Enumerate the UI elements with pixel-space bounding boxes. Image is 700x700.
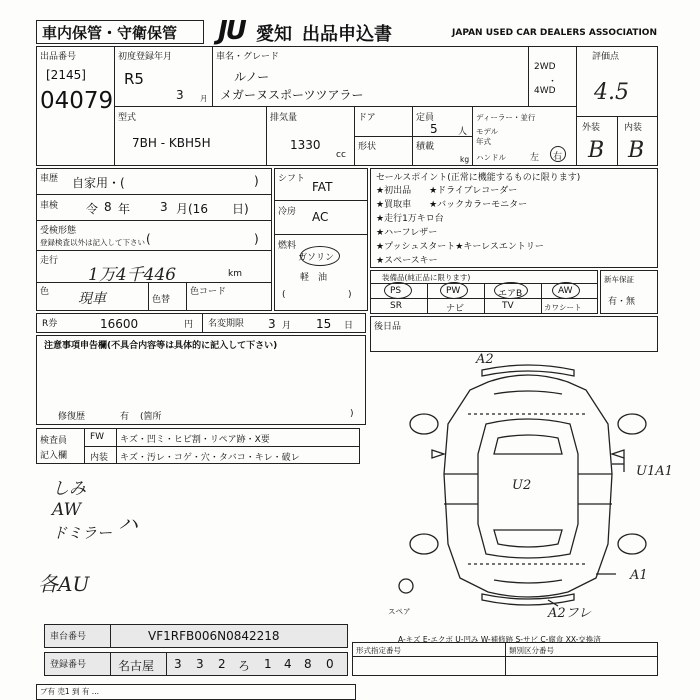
handle-right: 右 [553,152,563,162]
inspector-label2: 記入欄 [40,451,68,461]
diagram-bottom-label: A2フレ [548,606,592,621]
post-note-label: 後日品 [374,322,402,332]
plate-prefix: 名古屋 [118,659,155,673]
equip-sr: SR [390,301,402,311]
spec-label: 形式指定番号 [356,646,401,655]
equip-airbag: エアB [498,289,523,299]
inspection-year-unit: 年 [118,202,131,216]
model-label: 車名・グレード [216,52,280,62]
color-value: 現車 [78,291,106,307]
load-unit: kg [460,155,470,164]
usage-close: ) [254,174,259,188]
equip-aw-circle [552,282,580,299]
equip-pw-circle [440,282,468,299]
exterior-grade: B [588,138,605,163]
equip-ps: PS [390,286,402,296]
usage-value: 自家用・( [72,176,125,190]
inspection-month: 3 [160,200,168,214]
inspection-era: 令 [86,202,99,216]
inspector-row1: キズ・凹ミ・ヒビ割・リペア跡・X要 [120,435,270,445]
type-label: 型式 [118,113,137,123]
warranty-value: 有・無 [608,297,636,307]
capacity-value: 5 [430,122,438,136]
inspector-interior: 内装 [90,453,109,463]
repair-value: 有 [120,412,130,422]
equip-seat: カワシート [544,303,582,312]
exterior-label: 外装 [582,123,601,133]
sales-point: ★ハーフレザー [376,228,438,238]
shift-value: FAT [312,180,333,194]
fuel-label: 燃料 [278,241,297,251]
registration-era-year: R5 [124,70,144,88]
repair-close: ) [350,409,354,419]
handle-label: ハンドル [476,153,506,162]
lot-number: 04079 [40,88,114,114]
recycle-value: 16600 [100,317,139,331]
aircon-value: AC [312,210,329,224]
sales-point: ★初出品 ★ドライブレコーダー [376,186,518,196]
registration-month: 3 [176,88,184,102]
lot-sub-number: [2145] [46,68,86,82]
plate-digit: ろ [238,659,251,673]
color-label: 色 [40,287,50,297]
handwritten-note: AW [52,500,82,520]
handwritten-note: しみ [52,479,86,499]
fuel-diesel: 軽 油 [300,273,328,283]
equip-ps-circle [384,282,412,299]
fuel-gasoline: ガソリン [298,253,335,263]
diagram-center-label: U2 [512,478,532,493]
inspection-month-unit: 月(16 [176,202,208,216]
acceptance-close: ) [254,232,259,246]
equip-tv: TV [502,301,514,311]
model-grade: メガーヌスポーツツアラー [220,88,364,102]
acceptance-sub: 登録検査以外は記入して下さい [40,238,145,247]
plate-digit: 3 [174,657,182,671]
handwritten-note: ドミラー [52,524,113,542]
diagram-top-label: A2 [476,352,494,367]
usage-label: 車歴 [40,174,59,184]
year-label: 年式 [476,137,491,146]
doors-label: ドア [358,113,376,123]
handwritten-mark: ハ [118,512,138,536]
registration-month-unit: 月 [200,94,208,103]
name-change-month: 3 [268,317,276,331]
shift-label: シフト [278,174,306,184]
sales-point: ★プッシュスタート★キーレスエントリー [376,242,544,252]
chassis-label: 車台番号 [50,632,87,642]
handle-left: 左 [530,153,540,163]
inspection-day-close: 日) [232,202,249,216]
plate-digit: 3 [196,657,204,671]
storage-label: 車内保管・守衛保管 [42,24,178,42]
footer-text: ブ有 売1 到 有 ... [40,687,99,696]
rating-label: 評価点 [592,52,620,62]
form-title: 出品申込書 [302,24,392,45]
ju-logo: JU [218,16,245,46]
drive-dot: ・ [548,77,558,87]
fuel-open: ( [282,290,286,300]
drive-4wd: 4WD [534,86,556,96]
displacement-unit: cc [336,150,346,160]
capacity-unit: 人 [458,127,468,137]
aircon-label: 冷房 [278,207,297,217]
drive-2wd: 2WD [534,62,556,72]
recycle-unit: 円 [184,320,194,330]
sales-point: ★買取車 ★バックカラーモニター [376,200,528,210]
interior-label: 内装 [624,123,643,133]
name-change-month-unit: 月 [282,321,292,331]
equip-navi: ナビ [446,304,465,314]
chassis-value: VF1RFB006N0842218 [148,629,280,643]
displacement-value: 1330 [290,138,321,152]
acceptance-open: ( [146,232,151,246]
inspector-fw: FW [90,432,105,442]
load-label: 積載 [416,142,435,152]
english-name: JAPAN USED CAR DEALERS ASSOCIATION [452,28,657,38]
interior-grade: B [628,138,645,163]
recycle-label: R券 [42,319,58,329]
post-note-block [370,316,658,352]
name-change-day-unit: 日 [344,321,354,331]
dealer-label: ディーラー・並行 [476,113,536,122]
fuel-close: ) [348,290,352,300]
shape-label: 形状 [358,142,377,152]
diagram-right-bottom-label: A1 [630,568,648,583]
acceptance-label: 受検形態 [40,226,77,236]
equip-aw: AW [558,286,573,296]
equipment-label: 装備品(純正品に限ります) [382,273,471,282]
equip-pw: PW [446,286,461,296]
repair-label: 修復歴 [58,412,86,422]
lot-label: 出品番号 [40,52,77,62]
mileage-value: 1万4千446 [88,265,177,285]
color-change-label: 色替 [152,295,171,305]
inspector-label1: 検査員 [40,436,68,446]
model-year-label: モデル [476,127,499,136]
name-change-day: 15 [316,317,332,331]
sales-points-label: セールスポイント(正常に機能するものに限ります) [376,173,581,183]
diagram-right-label: U1A1 [636,464,673,479]
registration-label: 初度登録年月 [118,52,173,62]
inspection-year: 8 [104,200,112,214]
color-code-label: 色コード [190,287,227,297]
handwritten-note: 各AU [38,572,90,596]
rating-score: 4.5 [594,80,629,105]
sales-point: ★走行1万キロ台 [376,214,444,224]
inspector-row2: キズ・汚レ・コゲ・穴・タバコ・キレ・破レ [120,453,300,463]
name-change-label: 名変期限 [208,319,245,329]
mileage-unit: km [228,269,242,279]
type-value: 7BH - KBH5H [132,136,211,150]
model-make: ルノー [234,70,270,84]
plate-digit: 2 [218,657,226,671]
sales-point: ★スペースキー [376,256,438,266]
class-label: 類別区分番号 [509,646,554,655]
plate-digit: 1 [264,657,272,671]
notes-label: 注意事項申告欄(不具合内容等は具体的に記入して下さい) [44,341,278,351]
plate-digit: 0 [326,657,334,671]
org-name: 愛知 [256,24,292,45]
plate-digit: 4 [284,657,292,671]
diagram-spare-label: スペア [388,607,411,616]
diagram-legend: A-キズ E-エクボ U-凹み W-補修跡 S-サビ C-腐食 XX-交換済 [398,635,601,644]
displacement-label: 排気量 [270,113,298,123]
warranty-label: 新车保証 [604,275,634,284]
plate-digit: 8 [304,657,312,671]
mileage-label: 走行 [40,256,59,266]
plate-label: 登録番号 [50,660,87,670]
capacity-label: 定員 [416,113,435,123]
equip-airbag-circle [494,282,528,299]
inspection-label: 車検 [40,201,59,211]
repair-place: (箇所 [140,412,162,422]
